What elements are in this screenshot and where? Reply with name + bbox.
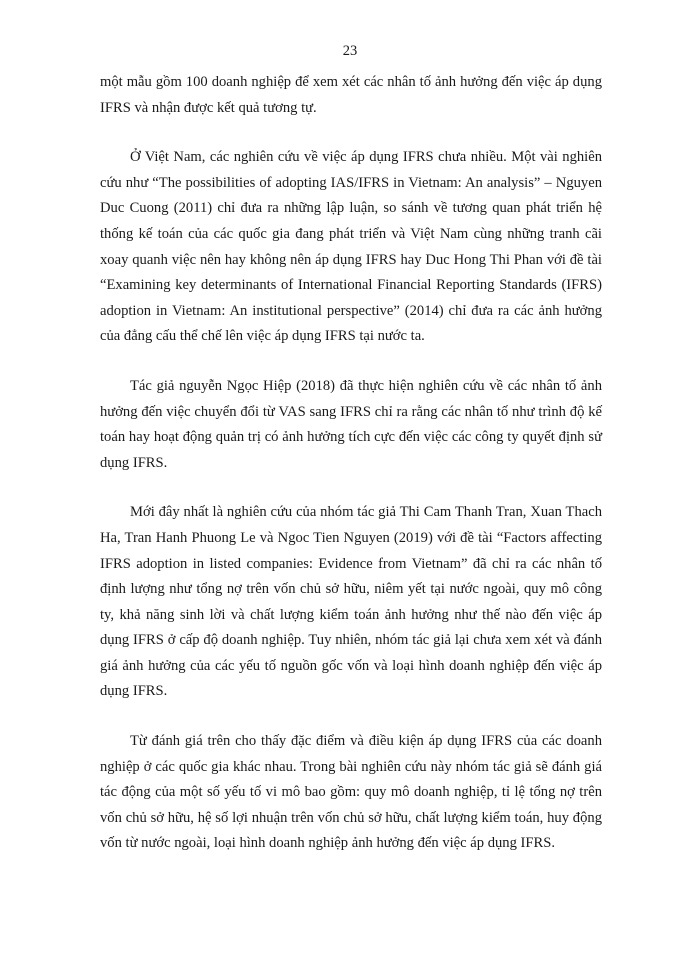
paragraph-recent-study: Mới đây nhất là nghiên cứu của nhóm tác giả Thi Cam Thanh Tran, Xuan Thach Ha, Tran Hanh Phuong Le và Ngoc Tien Nguyen (2019) với đề tài “Factors affecting IFRS adoption in listed companies: Evidence from Vietnam” đã chỉ ra các nhân tố định lượng như tổng nợ trên vốn chủ sở hữu, niêm yết tại nước ngoài, quy mô công ty, khả năng sinh lời và chất lượng kiểm toán ảnh hưởng như thế nào đến việc áp dụng IFRS ở cấp độ doanh nghiệp. Tuy nhiên, nhóm tác giả lại chưa xem xét và đánh giá ảnh hưởng của các yếu tố nguồn gốc vốn và loại hình doanh nghiệp đến việc áp dụng IFRS.: [100, 504, 602, 700]
paragraph-vietnam-studies: Ở Việt Nam, các nghiên cứu về việc áp dụng IFRS chưa nhiều. Một vài nghiên cứu như “The possibilities of adopting IAS/IFRS in Vietnam: An analysis” – Nguyen Duc Cuong (2011) chỉ đưa ra những lập luận, so sánh về tương quan phát triển hệ thống kế toán của các quốc gia đang phát triển và Việt Nam cùng những tranh cãi xoay quanh việc nên hay không nên áp dụng IFRS hay Duc Hong Thi Phan với đề tài “Examining key determinants of International Financial Reporting Standards (IFRS) adoption in Vietnam: An institutional perspective” (2014) chỉ đưa ra các ảnh hưởng của đẳng cấu thể chế lên việc áp dụng IFRS tại nước ta.: [100, 149, 602, 345]
paragraph-conclusion: Từ đánh giá trên cho thấy đặc điểm và điều kiện áp dụng IFRS của các doanh nghiệp ở các quốc gia khác nhau. Trong bài nghiên cứu này nhóm tác giả sẽ đánh giá tác động của một số yếu tố vi mô bao gồm: quy mô doanh nghiệp, tỉ lệ tổng nợ trên vốn chủ sở hữu, hệ số lợi nhuận trên vốn chủ sở hữu, chất lượng kiểm toán, huy động vốn từ nước ngoài, loại hình doanh nghiệp ảnh hưởng đến việc áp dụng IFRS.: [100, 733, 602, 852]
page-number: 23: [342, 43, 358, 59]
body-text: [100, 70, 602, 881]
paragraph-nguyen-ngoc-hiep: Tác giả nguyễn Ngọc Hiệp (2018) đã thực hiện nghiên cứu về các nhân tố ảnh hưởng đến việc chuyển đổi từ VAS sang IFRS chỉ ra rằng các nhân tố như trình độ kế toán hay hoạt động quản trị có ảnh hưởng tích cực đến việc các công ty quyết định sử dụng IFRS.: [100, 377, 602, 471]
paragraph-continuation: một mẫu gồm 100 doanh nghiệp để xem xét các nhân tố ảnh hưởng đến việc áp dụng IFRS và nhận được kết quả tương tự.: [100, 74, 602, 116]
